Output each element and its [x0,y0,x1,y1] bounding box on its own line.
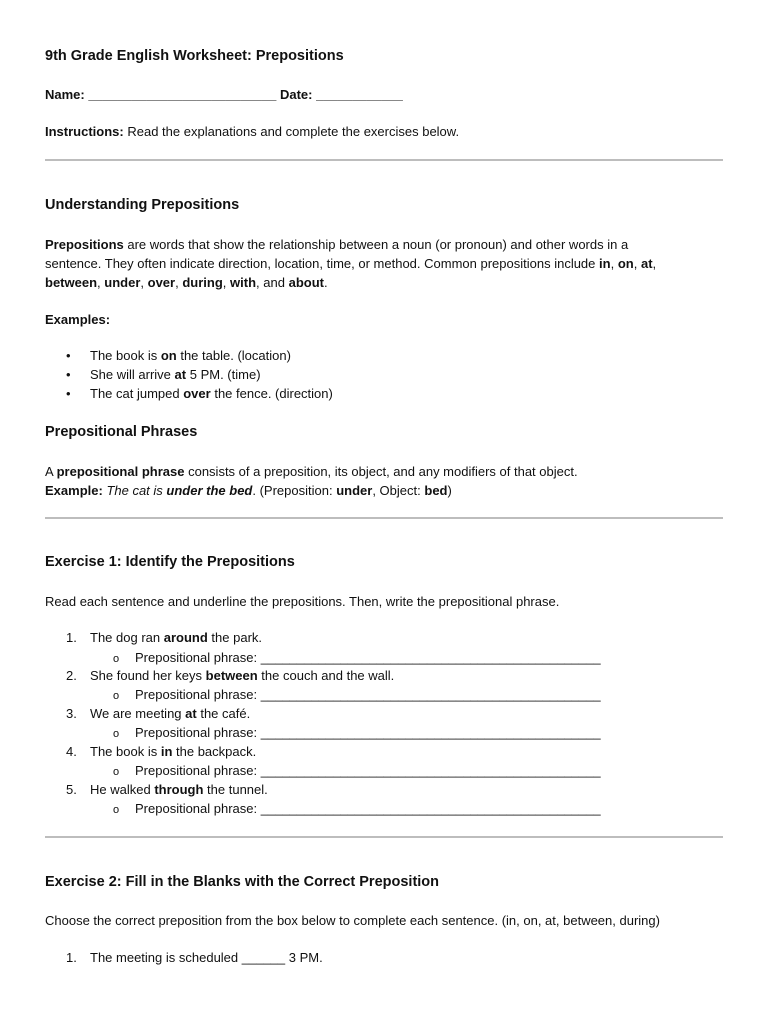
date-blank: ____________ [316,87,403,102]
instructions-label: Instructions: [45,124,124,139]
phrase-definition: A prepositional phrase consists of a preposition, its object, and any modifiers of that object. Example: The cat is under the bed. (Preposition: under, Object: bed) [45,464,578,498]
circle-bullet-icon: o [113,766,120,778]
name-label: Name: [45,87,85,102]
section-heading-understanding: Understanding Prepositions [45,197,240,213]
exercise-item: 2. She found her keys between the couch and the wall. [66,668,395,683]
bullet-icon: • [66,386,71,401]
phrase-answer-line[interactable]: o Prepositional phrase: _______________________________________________ [113,650,601,665]
worksheet-page: 9th Grade English Worksheet: Prepositions Name: __________________________ Date: ____________ Instructions: Read the explanations and complete the exercises below. Understanding Prepositions Prepositions are words that show the relationship between a noun (or pronoun) and other words in a sentence. They often indicate direction, location, time, or method. Common prepositions include in, on, at, between, under, over, during, with, and about. Examples: • The book is on the table. (location) • She will arrive at 5 PM. (time) • The cat jumped over the fence. (direction) Prepositional Phrases A prepositional phrase consists of a preposition, its object, and any modifiers of that object. Example: The cat is under the bed. (Preposition: under, Object: bed) Exercise 1: Identify the Prepositions Read each sentence and underline the prepositions. Then, write the prepositional phrase. 1. The dog ran around the park. o Prepositional phrase: _______________________________________________ 2. She found her keys between the couch and the wall. o Prepositional phrase: _______________________________________________ 3. We are meeting at the café. o Prepositional phrase: _______________________________________________ 4. The book is in the backpack. o Prepositional phrase: _______________________________________________ 5. He walked through the tunnel. o Prepositional phrase: _______________________________________________ Exercise 2: Fill in the Blanks with the Correct Preposition Choose the correct preposition from the box below to complete each sentence. (in, on, at, between, during) 1. The meeting is scheduled ______ 3 PM. [0,0,768,1024]
divider [45,159,723,161]
circle-bullet-icon: o [113,728,120,740]
definition-line-2: sentence. They often indicate direction, location, time, or method. Common prepositions include in, on, at, [45,256,657,271]
phrase-answer-line[interactable]: o Prepositional phrase: _______________________________________________ [113,763,601,778]
exercise-item: 5. He walked through the tunnel. [66,782,268,797]
instructions-text: Read the explanations and complete the exercises below. [127,124,460,139]
name-blank: __________________________ [88,87,277,102]
phrase-answer-line[interactable]: o Prepositional phrase: _______________________________________________ [113,725,601,740]
definition-line-3: between, under, over, during, with, and about. [45,275,328,290]
instructions [45,124,459,139]
exercise2-heading: Exercise 2: Fill in the Blanks with the Correct Preposition [45,874,440,890]
name-date-line [45,87,403,102]
date-label: Date: [279,87,313,102]
bullet-icon: • [66,348,71,363]
phrase-answer-line[interactable]: o Prepositional phrase: _______________________________________________ [113,687,601,702]
exercise-item: 3. We are meeting at the café. [66,706,251,721]
circle-bullet-icon: o [113,653,120,665]
worksheet-title: 9th Grade English Worksheet: Prepositions [45,48,344,64]
circle-bullet-icon: o [113,690,120,702]
exercise1-heading: Exercise 1: Identify the Prepositions [45,554,295,570]
divider [45,517,723,519]
exercise-item: 1. The dog ran around the park. [66,630,263,645]
bullet-icon: • [66,367,71,382]
exercise-item: 4. The book is in the backpack. [66,744,257,759]
definition-paragraph [45,235,656,292]
divider [45,836,723,838]
phrase-example: Example: The cat is under the bed. (Preposition: under, Object: bed) [45,483,452,498]
exercise2-instructions: Choose the correct preposition from the box below to complete each sentence. (in, on, at, between, during) [45,913,660,928]
exercise1-instructions: Read each sentence and underline the prepositions. Then, write the prepositional phrase. [45,594,560,609]
section-heading-phrases: Prepositional Phrases [45,424,198,440]
exercise-item[interactable]: 1. The meeting is scheduled ______ 3 PM. [66,950,323,965]
examples-label: Examples: [45,312,111,327]
phrase-answer-line[interactable]: o Prepositional phrase: _______________________________________________ [113,801,601,816]
definition-line-1: Prepositions are words that show the relationship between a noun (or pronoun) and other words in a [45,237,629,252]
circle-bullet-icon: o [113,804,120,816]
